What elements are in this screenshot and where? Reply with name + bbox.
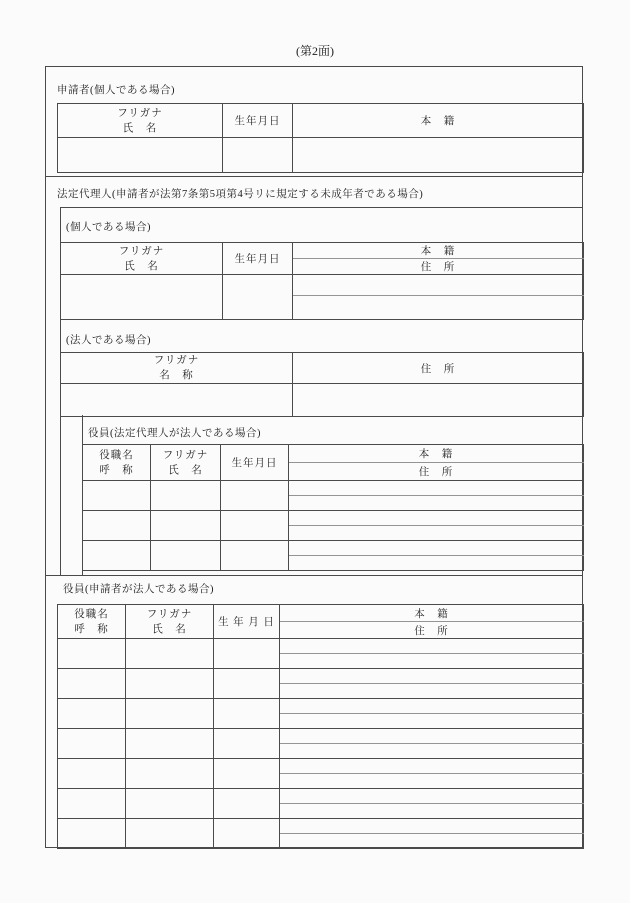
header-row xyxy=(61,353,584,384)
officer-address-cell xyxy=(289,496,584,511)
applicant-data-row xyxy=(58,138,584,173)
officer-data-row xyxy=(58,819,584,834)
birthdate-header-cell: 生年月日 xyxy=(223,243,293,275)
officer-name-cell xyxy=(151,481,221,511)
officer-data-row xyxy=(58,639,584,654)
officer-title-cell xyxy=(83,481,151,511)
officer-data-row xyxy=(58,789,584,804)
header-row xyxy=(83,445,584,463)
address-cell xyxy=(293,384,584,417)
applicant-header-row xyxy=(58,104,584,138)
applicant-section-label: 申請者(個人である場合) xyxy=(57,85,175,96)
furigana-name-header-cell xyxy=(61,243,223,275)
legal-rep-section-label: 法定代理人(申請者が法第7条第5項第4号リに規定する未成年者である場合) xyxy=(57,189,424,200)
person-name-label: 氏 名 xyxy=(124,260,159,272)
officer-domicile-cell xyxy=(280,639,584,654)
officer-data-row xyxy=(83,481,584,496)
furigana-name-header-cell xyxy=(126,605,214,639)
officer-birthdate-cell xyxy=(221,511,289,541)
officer-name-cell xyxy=(126,639,214,669)
officer-data-row xyxy=(58,729,584,744)
corp-name-cell xyxy=(61,384,293,417)
officer-title-header-cell xyxy=(58,605,126,639)
officer-address-cell xyxy=(280,714,584,729)
address-header-cell: 住 所 xyxy=(293,259,584,275)
officer-birthdate-cell xyxy=(214,759,280,789)
applicant-domicile-cell xyxy=(293,138,584,173)
header-row xyxy=(58,605,584,622)
officer-name-cell xyxy=(126,819,214,849)
furigana-label: フリガナ xyxy=(118,245,165,257)
officer-domicile-cell xyxy=(289,541,584,556)
officer-data-row xyxy=(58,669,584,684)
address-cell xyxy=(293,296,584,320)
person-name-label: 氏 名 xyxy=(152,623,187,635)
legal-rep-individual-table xyxy=(60,242,584,320)
officer-domicile-cell xyxy=(280,819,584,834)
birthdate-header-cell: 生 年 月 日 xyxy=(214,605,280,639)
birthdate-header-cell: 生年月日 xyxy=(223,104,293,138)
officer-name-cell xyxy=(151,511,221,541)
officer-data-row xyxy=(83,541,584,556)
applicant-officers-label: 役員(申請者が法人である場合) xyxy=(63,584,214,595)
officer-title-cell xyxy=(58,669,126,699)
section-divider xyxy=(45,176,583,177)
domicile-header-cell: 本 籍 xyxy=(293,243,584,259)
furigana-label: フリガナ xyxy=(162,449,209,461)
officer-domicile-cell xyxy=(280,759,584,774)
corporate-case-label: (法人である場合) xyxy=(66,335,151,346)
section-divider xyxy=(45,575,583,576)
officer-name-cell xyxy=(126,759,214,789)
domicile-cell xyxy=(293,275,584,296)
applicant-name-cell xyxy=(58,138,223,173)
officer-domicile-cell xyxy=(280,789,584,804)
officer-title-header-cell xyxy=(83,445,151,481)
officer-domicile-cell xyxy=(280,729,584,744)
officer-data-row xyxy=(58,699,584,714)
person-name-label: 氏 名 xyxy=(122,122,158,134)
officer-alias-label: 呼 称 xyxy=(99,464,134,476)
officer-birthdate-cell xyxy=(214,789,280,819)
data-row xyxy=(61,275,584,296)
officer-birthdate-cell xyxy=(214,639,280,669)
officer-address-cell xyxy=(280,834,584,849)
furigana-corpname-header-cell xyxy=(61,353,293,384)
applicant-table xyxy=(57,103,584,173)
officer-name-cell xyxy=(126,729,214,759)
corp-name-label: 名 称 xyxy=(159,370,194,381)
address-header-cell: 住 所 xyxy=(289,463,584,481)
data-row xyxy=(61,384,584,417)
officer-birthdate-cell xyxy=(221,541,289,571)
furigana-name-header-cell xyxy=(58,104,223,138)
individual-case-label: (個人である場合) xyxy=(66,222,151,233)
officer-birthdate-cell xyxy=(221,481,289,511)
officer-domicile-cell xyxy=(289,511,584,526)
domicile-header-cell: 本 籍 xyxy=(293,104,584,138)
name-cell xyxy=(61,275,223,320)
birthdate-header-cell: 生年月日 xyxy=(221,445,289,481)
officer-alias-label: 呼 称 xyxy=(74,623,109,635)
domicile-header-cell: 本 籍 xyxy=(280,605,584,622)
officer-address-cell xyxy=(289,556,584,571)
officer-title-cell xyxy=(58,729,126,759)
domicile-header-cell: 本 籍 xyxy=(289,445,584,463)
officer-birthdate-cell xyxy=(214,729,280,759)
officer-address-cell xyxy=(280,744,584,759)
address-header-cell: 住 所 xyxy=(293,353,584,384)
legal-rep-officers-table xyxy=(82,444,584,571)
officer-title-cell xyxy=(58,759,126,789)
furigana-name-header-cell xyxy=(151,445,221,481)
officer-data-row xyxy=(58,759,584,774)
officer-title-label: 役職名 xyxy=(99,449,134,461)
officer-title-cell xyxy=(58,639,126,669)
furigana-label: フリガナ xyxy=(117,107,163,119)
officers-body xyxy=(58,605,584,849)
furigana-label: フリガナ xyxy=(153,355,200,366)
person-name-label: 氏 名 xyxy=(168,464,203,476)
officer-name-cell xyxy=(151,541,221,571)
applicant-officers-table xyxy=(57,604,584,849)
address-header-cell: 住 所 xyxy=(280,622,584,639)
officer-title-cell xyxy=(83,511,151,541)
officer-domicile-cell xyxy=(280,699,584,714)
officer-title-cell xyxy=(58,819,126,849)
officer-birthdate-cell xyxy=(214,819,280,849)
officer-address-cell xyxy=(289,526,584,541)
officer-title-cell xyxy=(83,541,151,571)
officer-title-label: 役職名 xyxy=(74,608,109,620)
officer-name-cell xyxy=(126,669,214,699)
officer-data-row xyxy=(83,511,584,526)
furigana-label: フリガナ xyxy=(146,608,193,620)
officer-address-cell xyxy=(280,804,584,819)
officer-birthdate-cell xyxy=(214,699,280,729)
officers-body xyxy=(83,445,584,571)
officer-domicile-cell xyxy=(280,669,584,684)
officer-birthdate-cell xyxy=(214,669,280,699)
birthdate-cell xyxy=(223,275,293,320)
officer-address-cell xyxy=(280,684,584,699)
officer-title-cell xyxy=(58,699,126,729)
page-title: (第2面) xyxy=(296,44,334,58)
header-row xyxy=(61,243,584,259)
legal-rep-corporate-table xyxy=(60,352,584,417)
officer-domicile-cell xyxy=(289,481,584,496)
officer-title-cell xyxy=(58,789,126,819)
officer-address-cell xyxy=(280,774,584,789)
officer-name-cell xyxy=(126,699,214,729)
applicant-birthdate-cell xyxy=(223,138,293,173)
officer-address-cell xyxy=(280,654,584,669)
legal-rep-officers-label: 役員(法定代理人が法人である場合) xyxy=(88,428,261,439)
officer-name-cell xyxy=(126,789,214,819)
